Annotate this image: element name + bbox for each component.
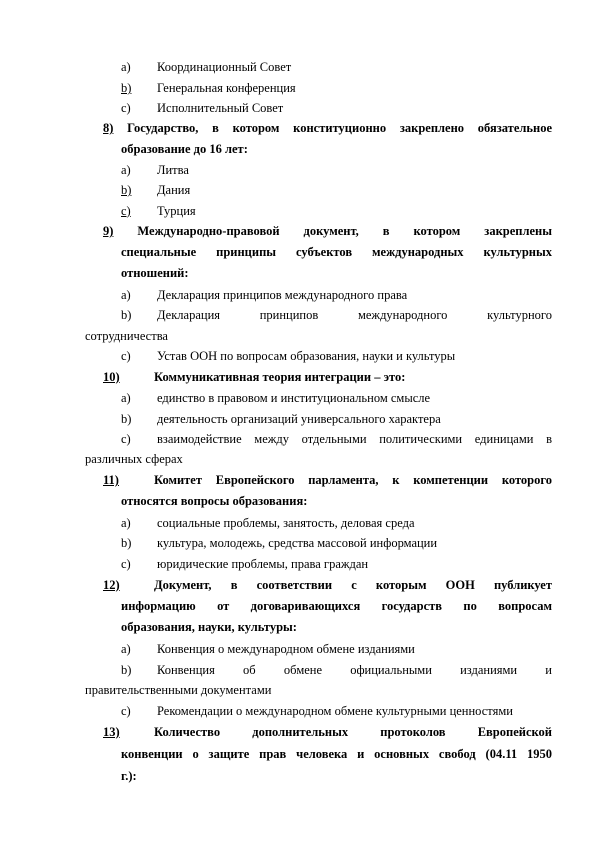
- option-marker: b): [121, 183, 132, 197]
- option-text: Координационный Совет: [157, 60, 292, 74]
- question-8: [103, 120, 552, 136]
- question-text: конвенции о защите прав человека и основных свобод (04.11 1950: [121, 747, 552, 761]
- option-b-cont: [85, 328, 168, 344]
- option-text: Рекомендации о международном обмене культурными ценностями: [157, 704, 513, 718]
- option-marker: c): [121, 204, 131, 218]
- option-marker: b): [121, 536, 132, 550]
- option-b: [121, 535, 437, 551]
- option-c: [121, 431, 552, 447]
- option-text: сотрудничества: [85, 329, 168, 343]
- question-10: [103, 369, 405, 385]
- question-number: 11): [103, 473, 119, 487]
- question-text: Государство, в котором конституционно закреплено обязательное: [127, 121, 552, 135]
- question-text: Документ, в соответствии с которым ООН публикует: [154, 578, 552, 592]
- option-text: Дания: [157, 183, 191, 197]
- option-text: юридические проблемы, права граждан: [157, 557, 369, 571]
- question-8-cont: [121, 141, 248, 157]
- option-text: Конвенция об обмене официальными изданиями и: [157, 663, 552, 677]
- question-text: относятся вопросы образования:: [121, 494, 308, 508]
- option-marker: c): [121, 101, 131, 115]
- option-text: единство в правовом и институциональном смысле: [157, 391, 431, 405]
- question-9: [103, 223, 552, 239]
- option-marker: a): [121, 60, 131, 74]
- question-number: 10): [103, 370, 120, 384]
- option-text: взаимодействие между отдельными политическими единицами в: [157, 432, 552, 446]
- option-text: Декларация принципов международного права: [157, 288, 408, 302]
- question-number: 12): [103, 578, 120, 592]
- option-text: Генеральная конференция: [157, 81, 296, 95]
- option-text: Литва: [157, 163, 189, 177]
- option-marker: b): [121, 308, 132, 322]
- option-a: [121, 641, 415, 657]
- question-text: Количество дополнительных протоколов Европейской: [154, 725, 552, 739]
- option-c: [121, 348, 455, 364]
- option-b: [121, 80, 296, 96]
- option-text: Исполнительный Совет: [157, 101, 284, 115]
- option-marker: b): [121, 663, 132, 677]
- option-a: [121, 390, 430, 406]
- option-a: [121, 287, 407, 303]
- question-12-cont: [121, 598, 552, 614]
- option-c-cont: [85, 451, 183, 467]
- question-13-cont: [121, 746, 552, 762]
- option-marker: a): [121, 288, 131, 302]
- option-marker: a): [121, 391, 131, 405]
- question-9-cont: [121, 265, 189, 281]
- question-9-cont: [121, 244, 552, 260]
- question-text: образование до 16 лет:: [121, 142, 248, 156]
- question-text: образования, науки, культуры:: [121, 620, 297, 634]
- option-text: культура, молодежь, средства массовой информации: [157, 536, 438, 550]
- option-marker: b): [121, 412, 132, 426]
- question-text: информацию от договаривающихся государств по вопросам: [121, 599, 552, 613]
- option-c: [121, 100, 283, 116]
- option-c: [121, 556, 368, 572]
- question-text: Международно-правовой документ, в котором закреплены: [137, 224, 552, 238]
- option-marker: c): [121, 432, 131, 446]
- question-text: г.):: [121, 769, 137, 783]
- option-text: Конвенция о международном обмене изданиями: [157, 642, 415, 656]
- option-text: различных сферах: [85, 452, 183, 466]
- option-b-cont: [85, 682, 271, 698]
- option-marker: b): [121, 81, 132, 95]
- question-text: Коммуникативная теория интеграции – это:: [154, 370, 406, 384]
- option-marker: a): [121, 516, 131, 530]
- option-marker: c): [121, 704, 131, 718]
- option-text: правительственными документами: [85, 683, 272, 697]
- question-number: 8): [103, 121, 114, 135]
- question-text: отношений:: [121, 266, 189, 280]
- option-text: Турция: [157, 204, 196, 218]
- question-text: Комитет Европейского парламента, к компетенции которого: [154, 473, 552, 487]
- option-a: [121, 162, 189, 178]
- question-11: [103, 472, 552, 488]
- option-text: деятельность организаций универсального характера: [157, 412, 441, 426]
- option-b: [121, 662, 552, 678]
- option-b: [121, 411, 441, 427]
- option-marker: a): [121, 642, 131, 656]
- question-number: 13): [103, 725, 120, 739]
- option-a: [121, 59, 291, 75]
- option-marker: a): [121, 163, 131, 177]
- question-13: [103, 724, 552, 740]
- option-c: [121, 203, 196, 219]
- option-c: [121, 703, 513, 719]
- option-text: социальные проблемы, занятость, деловая среда: [157, 516, 415, 530]
- question-text: специальные принципы субъектов международных культурных: [121, 245, 552, 259]
- option-b: [121, 182, 190, 198]
- option-marker: c): [121, 557, 131, 571]
- option-marker: c): [121, 349, 131, 363]
- option-b: [121, 307, 552, 323]
- question-11-cont: [121, 493, 307, 509]
- question-number: 9): [103, 224, 114, 238]
- question-12: [103, 577, 552, 593]
- question-12-cont: [121, 619, 297, 635]
- option-a: [121, 515, 415, 531]
- option-text: Устав ООН по вопросам образования, науки и культуры: [157, 349, 456, 363]
- option-text: Декларация принципов международного культурного: [157, 308, 552, 322]
- question-13-cont: [121, 768, 137, 784]
